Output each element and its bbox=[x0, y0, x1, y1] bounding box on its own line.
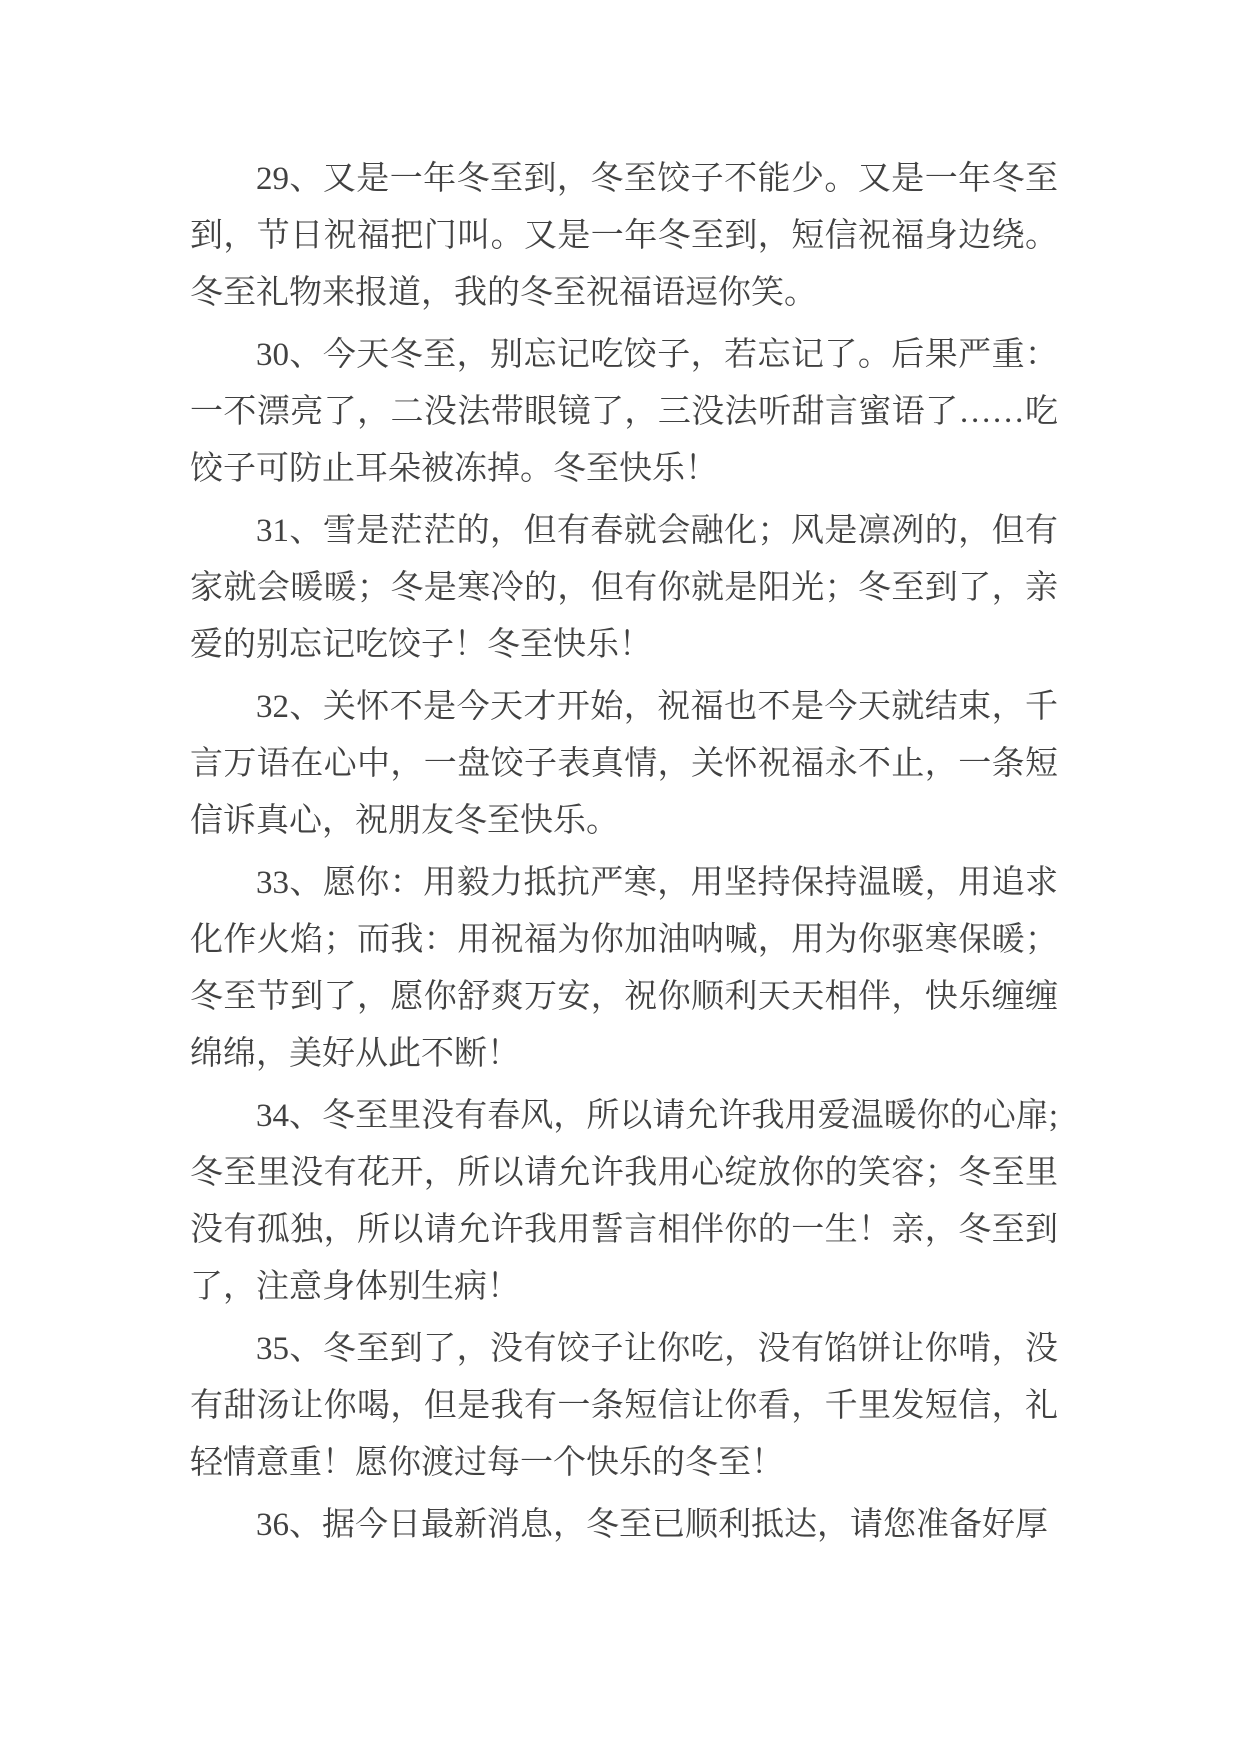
paragraph-33: 33、愿你：用毅力抵抗严寒，用坚持保持温暖，用追求化作火焰；而我：用祝福为你加油呐喊，用为你驱寒保暖；冬至节到了，愿你舒爽万安，祝你顺利天天相伴，快乐缠缠绵绵，美好从此不断！ bbox=[190, 865, 1058, 1072]
paragraph-30: 30、今天冬至，别忘记吃饺子，若忘记了。后果严重：一不漂亮了，二没法带眼镜了，三没法听甜言蜜语了……吃饺子可防止耳朵被冻掉。冬至快乐！ bbox=[190, 337, 1058, 487]
paragraph-32: 32、关怀不是今天才开始，祝福也不是今天就结束，千言万语在心中，一盘饺子表真情，关怀祝福永不止，一条短信诉真心，祝朋友冬至快乐。 bbox=[190, 689, 1058, 839]
paragraph-31: 31、雪是茫茫的，但有春就会融化；风是凛冽的，但有家就会暖暖；冬是寒冷的，但有你就是阳光；冬至到了，亲爱的别忘记吃饺子！冬至快乐！ bbox=[190, 513, 1058, 663]
paragraph-36: 36、据今日最新消息，冬至已顺利抵达，请您准备好厚 bbox=[256, 1507, 1048, 1543]
paragraph-29: 29、又是一年冬至到，冬至饺子不能少。又是一年冬至到，节日祝福把门叫。又是一年冬至到，短信祝福身边绕。冬至礼物来报道，我的冬至祝福语逗你笑。 bbox=[190, 161, 1058, 311]
paragraph-35: 35、冬至到了，没有饺子让你吃，没有馅饼让你啃，没有甜汤让你喝，但是我有一条短信让你看，千里发短信，礼轻情意重！愿你渡过每一个快乐的冬至！ bbox=[190, 1331, 1058, 1481]
paragraph-34: 34、冬至里没有春风，所以请允许我用爱温暖你的心扉;冬至里没有花开，所以请允许我用心绽放你的笑容；冬至里没有孤独，所以请允许我用誓言相伴你的一生！亲，冬至到了，注意身体别生病！ bbox=[190, 1098, 1058, 1305]
document-body bbox=[190, 151, 1058, 1559]
